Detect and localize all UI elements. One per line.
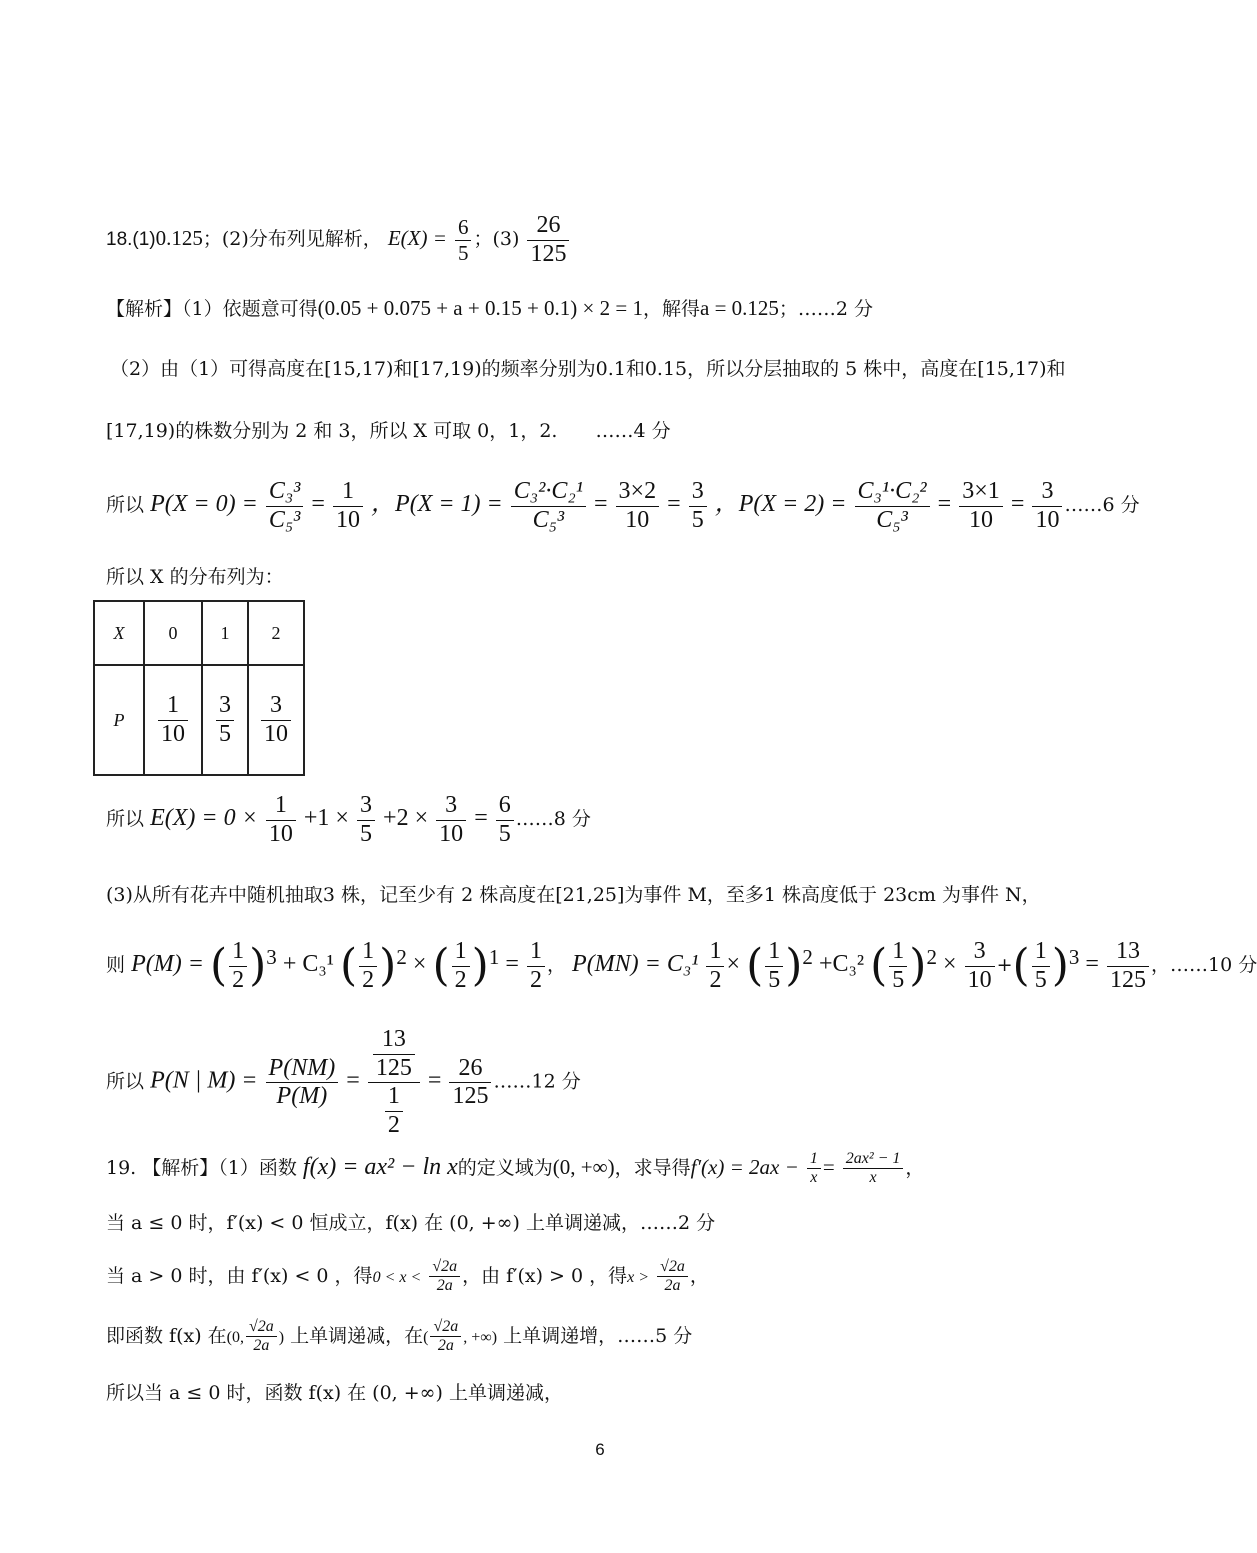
table-cell: X (94, 601, 144, 665)
q18-pm-line: 则 P(M) = ( $\frac{1}{2}$ )$^3$ + C₃¹ ( $\frac{1}{2}$ )$^2$ × ( $\frac{1}{2}$ )$^1$ = $\frac{1}{2}$ ， P(MN) = C₃¹ $\frac{1}{2}$ × ( $\frac{1}{5}$ )$^2$ +C₃² ( $\frac{1}{5}$ )$^2$ × $\frac{3}{10}$ +( $\frac{1}{5}$ )$^3$ = $\frac{13}{125}$ ，……10 分 (106, 938, 1257, 993)
q18-part2-line1: （2）由（1）可得高度在[15,17)和[17,19)的频率分别为0.1和0.15，所以分层抽取的 5 株中，高度在[15,17)和 (110, 358, 1066, 380)
q19-line3: 当 a > 0 时，由 f′(x) < 0 ，得0 < x < $\frac{√2a}{2a}$ ，由 f′(x) > 0 ，得x > $\frac{√2a}{2a}$ ， (106, 1258, 709, 1295)
ex-term3: $\frac{3}{10}$ (436, 792, 466, 848)
q19-number: 19. 【解析】（1）函数 (106, 1156, 297, 1179)
ex-term2: $\frac{3}{5}$ (357, 792, 375, 848)
p1-fraction: $\frac{3}{5}$ (689, 478, 707, 534)
table-cell: 1 (202, 601, 248, 665)
q18-number: 18.(1) (106, 229, 156, 251)
complex-fraction: $\frac{\frac{13}{125}}{\frac{1}{2}}$ (368, 1026, 420, 1139)
table-row (94, 601, 304, 665)
table-cell: P (94, 665, 144, 775)
distribution-intro: 所以 X 的分布列为： (106, 566, 284, 588)
q19-line1: 19. 【解析】（1）函数 f(x) = ax² − ln x的定义域为(0, +∞)，求导得f′(x) = 2ax − $\frac{1}{x}$ = $\frac{\text{2ax² − 1}}{x}$ ， (106, 1150, 925, 1187)
p2-fraction: $\frac{3}{10}$ (1032, 478, 1062, 534)
q18-part2-line2: [17,19)的株数分别为 2 和 3，所以 X 可取 0，1，2. ……4 分 (106, 420, 671, 442)
q18-header: 18.(1)0.125；(2)分布列见解析， E(X) = $\frac{6}{5}$ ；(3) $\frac{26}{125}$ (106, 212, 571, 268)
p2-comb-fraction: $\frac{\text{C₃¹·C₂²}}{\text{C₅³}}$ (855, 478, 930, 534)
answer3-fraction: $\frac{26}{125}$ (527, 212, 569, 268)
ex-result: $\frac{6}{5}$ (496, 792, 514, 848)
q18-part3: (3)从所有花卉中随机抽取3 株，记至少有 2 株高度在[21,25]为事件 M，至多1 株高度低于 23cm 为事件 N， (106, 884, 1041, 906)
p0-fraction: $\frac{1}{10}$ (333, 478, 363, 534)
p1-mid-fraction: $\frac{3\times 2}{10}$ (616, 478, 660, 534)
ex-term1: $\frac{1}{10}$ (266, 792, 296, 848)
p1-comb-fraction: $\frac{\text{C₃²·C₂¹}}{\text{C₅³}}$ (511, 478, 586, 534)
q19-line4: 即函数 f(x) 在(0, $\frac{√2a}{2a}$ ) 上单调递减，在( $\frac{√2a}{2a}$ , +∞) 上单调递增，……5 分 (106, 1318, 693, 1355)
table-cell: 0 (144, 601, 202, 665)
table-cell: $\frac{3}{10}$ (248, 665, 304, 775)
q19-line2: 当 a ≤ 0 时，f′(x) < 0 恒成立，f(x) 在 (0, +∞) 上单调递减，……2 分 (106, 1212, 716, 1234)
table-row (94, 665, 304, 775)
q18-part1: 【解析】（1）依题意可得(0.05 + 0.075 + a + 0.15 + 0.1) × 2 = 1，解得a = 0.125；……2 分 (106, 296, 874, 320)
q18-probabilities: 所以 P(X = 0) = $\frac{\text{C₃³}}{\text{C₅³}}$ = $\frac{1}{10}$ ，P(X = 1) = $\frac{\text{C₃²·C₂¹}}{\text{C₅³}}$ = $\frac{3\times 2}{10}$ = $\frac{3}{5}$ ，P(X = 2) = $\frac{\text{C₃¹·C₂²}}{\text{C₅³}}$ = $\frac{3\times 1}{10}$ = $\frac{3}{10}$ ……6 分 (106, 478, 1140, 533)
q19-line5: 所以当 a ≤ 0 时，函数 f(x) 在 (0, +∞) 上单调递减， (106, 1382, 563, 1404)
table-cell: $\frac{3}{5}$ (202, 665, 248, 775)
table-cell: 2 (248, 601, 304, 665)
q18-conditional: 所以 P(N | M) = $\frac{P(NM)}{P(M)}$ = $\frac{\frac{13}{125}}{\frac{1}{2}}$ = $\frac{26}{125}$ ……12 分 (106, 1026, 581, 1138)
distribution-table (93, 600, 305, 776)
page-number: 6 (595, 1440, 605, 1459)
q18-expectation: 所以 E(X) = 0 × $\frac{1}{10}$ +1 × $\frac{3}{5}$ +2 × $\frac{3}{10}$ = $\frac{6}{5}$ ……8 分 (106, 792, 591, 847)
table-cell: $\frac{1}{10}$ (144, 665, 202, 775)
p2-mid-fraction: $\frac{3\times 1}{10}$ (959, 478, 1003, 534)
p0-comb-fraction: $\frac{\text{C₃³}}{\text{C₅³}}$ (266, 478, 304, 534)
ex-fraction: $\frac{6}{5}$ (455, 215, 472, 264)
